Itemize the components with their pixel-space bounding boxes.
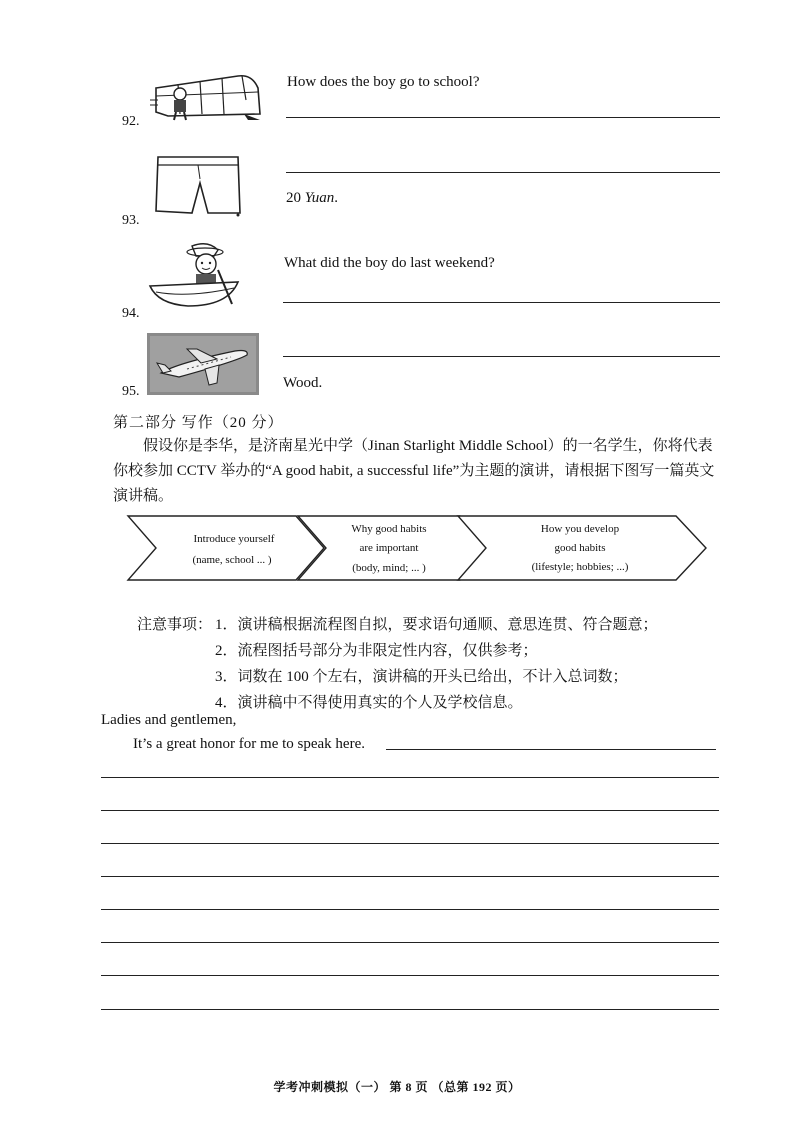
answer-line-94[interactable] [283,302,720,303]
writing-line[interactable] [101,1009,719,1010]
notes-label: 注意事项： [137,617,213,633]
flowchart [126,512,710,584]
flow-step-1-line1: Introduce yourself [193,533,275,545]
notes-list [215,612,658,716]
answer-line-92[interactable] [286,117,720,118]
writing-line[interactable] [101,843,719,844]
note-item: 4．演讲稿中不得使用真实的个人及学校信息。 [215,695,523,711]
flow-step-2-line1: Why good habits [351,523,427,535]
shorts-icon [152,153,248,219]
airplane-icon [147,333,259,395]
writing-line[interactable] [101,876,719,877]
flow-step-1-line2: (name, school ... ) [192,554,272,566]
answer-line-95[interactable] [283,356,720,357]
question-92-text: How does the boy go to school? [287,74,480,90]
flow-step-3-line1: How you develop [540,523,620,535]
question-number-92: 92. [122,114,140,129]
note-item: 2．流程图括号部分为非限定性内容，仅供参考； [215,643,538,659]
question-93-answer: 20 Yuan. [286,190,338,206]
question-number-94: 94. [122,306,140,321]
answer-line-93[interactable] [286,172,720,173]
flow-step-3-line2: good habits [554,542,606,554]
writing-line[interactable] [101,777,719,778]
flow-step-2-line3: (body, mind; ... ) [352,562,426,574]
page-footer: 学考冲刺模拟（一） 第 8 页 （总第 192 页） [273,1080,521,1094]
flow-step-3-line3: (lifestyle; hobbies; ...) [531,561,629,573]
writing-line-0[interactable] [386,749,716,750]
question-number-95: 95. [122,384,140,399]
note-item: 3．词数在 100 个左右，演讲稿的开头已给出，不计入总词数； [215,669,628,685]
question-94-text: What did the boy do last weekend? [284,255,495,271]
question-number-93: 93. [122,213,140,228]
section-title: 第二部分 写作（20 分） [113,415,284,431]
writing-prompt: 假设你是李华，是济南星光中学（Jinan Starlight Middle School）的一名学生，你将代表你校参加 CCTV 举办的“A good habit, a successful life”为主题的演讲，请根据下图写一篇英文演讲稿。 [113,438,715,504]
flow-step-2-line2: are important [359,542,419,554]
question-95-answer: Wood. [283,375,323,391]
boy-on-bus-icon [148,70,264,122]
boy-in-boat-icon [148,240,242,310]
writing-line[interactable] [101,975,719,976]
writing-line[interactable] [101,810,719,811]
note-item: 1．演讲稿根据流程图自拟，要求语句通顺、意思连贯、符合题意； [215,617,658,633]
speech-opening: It’s a great honor for me to speak here. [133,736,365,752]
flow-step-1 [128,516,324,580]
writing-line[interactable] [101,909,719,910]
writing-line[interactable] [101,942,719,943]
speech-greeting: Ladies and gentlemen, [101,712,237,728]
